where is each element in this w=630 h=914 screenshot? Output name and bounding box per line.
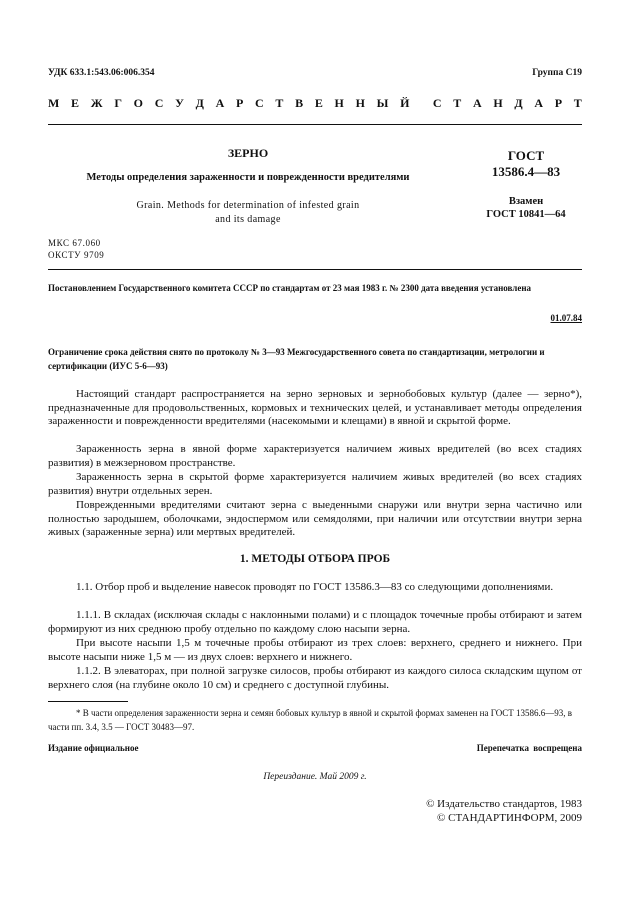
paragraph: 1.1.2. В элеваторах, при полной загрузке силосов, пробы отбирают из каждого силоса складским щупом от верхнего слоя (на глубине около 10 см) и среднего с доступной глубины. [48, 665, 582, 691]
heading-letter: Т [573, 96, 582, 110]
copyright-line: © СТАНДАРТИНФОРМ, 2009 [437, 812, 582, 824]
paragraph: 1.1.1. В складах (исключая склады с наклонными полами) и с площадок точечные пробы отбирают и затем формируют из них среднюю пробу отдельно по каждому слою насыпи зерна. [48, 609, 582, 635]
copyright-line: © Издательство стандартов, 1983 [426, 798, 582, 810]
replaces-label: Взамен [508, 196, 544, 207]
reprint-notice: Перепечатка воспрещена [476, 743, 582, 753]
heading-letter: Й [400, 96, 410, 110]
heading-letter: А [472, 96, 482, 110]
heading-letter: С [432, 96, 442, 110]
decree-text: Постановлением Государственного комитета СССР по стандартам от 23 мая 1983 г. № 2300 дата введения установлена [48, 283, 531, 293]
paragraph: Поврежденными вредителями считают зерна с выеденными снаружи или внутри зерна частично или полностью зародышем, оболочками, эндоспермом или семядолями, при наличии или отсутствии внутри зерна живых (зараженные зерна) или мертвых вредителей. [48, 499, 582, 539]
heading-letter: Г [114, 96, 122, 110]
reissue-note: Переиздание. Май 2009 г. [263, 772, 367, 782]
gost-number: 13586.4—83 [491, 164, 561, 179]
document-title: ЗЕРНО [227, 146, 269, 160]
okstu-code: ОКСТУ 9709 [48, 250, 105, 260]
group-code: Группа С19 [532, 68, 582, 78]
restriction-text: Ограничение срока действия снято по протоколу № 3—93 Межгосударственного совета по стандартизации, метрологии и сертификации (ИУС 5-6—93) [48, 347, 545, 371]
codes-divider [48, 269, 582, 270]
paragraph: 1.1. Отбор проб и выделение навесок проводят по ГОСТ 13586.3—83 со следующими дополнениями. [76, 581, 554, 593]
heading-letter: Е [71, 96, 80, 110]
document-subtitle: Методы определения зараженности и поврежденности вредителями [86, 172, 410, 183]
heading-letter: Р [554, 96, 563, 110]
interstate-standard-heading [48, 96, 582, 111]
heading-letter: А [215, 96, 225, 110]
paragraph: При высоте насыпи 1,5 м точечные пробы отбирают из трех слоев: верхнего, среднего и нижнего. При высоте насыпи ниже 1,5 м — из двух слоев: верхнего и нижнего. [48, 637, 582, 663]
heading-letter: Ж [90, 96, 103, 110]
heading-letter: В [295, 96, 304, 110]
mks-code: МКС 67.060 [48, 238, 101, 248]
gost-label: ГОСТ [507, 148, 545, 163]
intro-date: 01.07.84 [550, 313, 582, 323]
header-divider [48, 124, 582, 125]
udk-code: УДК 633.1:543.06:006.354 [48, 68, 155, 78]
english-title-line: Grain. Methods for determination of infested grain [136, 200, 360, 211]
heading-letter: Р [235, 96, 244, 110]
heading-letter: М [48, 96, 60, 110]
paragraph: Зараженность зерна в скрытой форме характеризуется наличием живых вредителей (во всех стадиях развития) внутри отдельных зерен. [48, 471, 582, 497]
heading-letter: Т [453, 96, 462, 110]
heading-letter: А [534, 96, 544, 110]
edition-label: Издание официальное [48, 743, 139, 753]
heading-letter: Д [514, 96, 523, 110]
replaces-code: ГОСТ 10841—64 [486, 209, 566, 220]
heading-letter: Т [275, 96, 284, 110]
footnote-divider [48, 701, 128, 702]
english-title [48, 199, 448, 227]
heading-letter: Н [334, 96, 344, 110]
heading-letter: О [133, 96, 144, 110]
heading-letter: Н [493, 96, 503, 110]
paragraph: Настоящий стандарт распространяется на зерно зерновых и зернобобовых культур (далее — зерно*), предназначенные для продовольственных, кормовых и технических целей, и устанавливает методы определения зараженности и поврежденности вредителями (насекомыми и клещами) в явной и скрытой форме. [48, 388, 582, 428]
section-heading: 1. МЕТОДЫ ОТБОРА ПРОБ [239, 553, 391, 565]
footnote: * В части определения зараженности зерна и семян бобовых культур в явной и скрытой формах заменен на ГОСТ 13586.6—93, в части пп. 3.4, 3.5 — ГОСТ 30483—97. [48, 708, 573, 732]
heading-letter: У [175, 96, 184, 110]
heading-letter: Д [195, 96, 204, 110]
heading-letter: Е [314, 96, 323, 110]
heading-letter: С [255, 96, 264, 110]
heading-letter: Ы [376, 96, 389, 110]
english-title-line: and its damage [215, 214, 281, 225]
heading-letter: С [154, 96, 164, 110]
paragraph: Зараженность зерна в явной форме характеризуется наличием живых вредителей (во всех стадиях развития) в межзерновом пространстве. [48, 443, 582, 469]
heading-letter: Н [355, 96, 365, 110]
